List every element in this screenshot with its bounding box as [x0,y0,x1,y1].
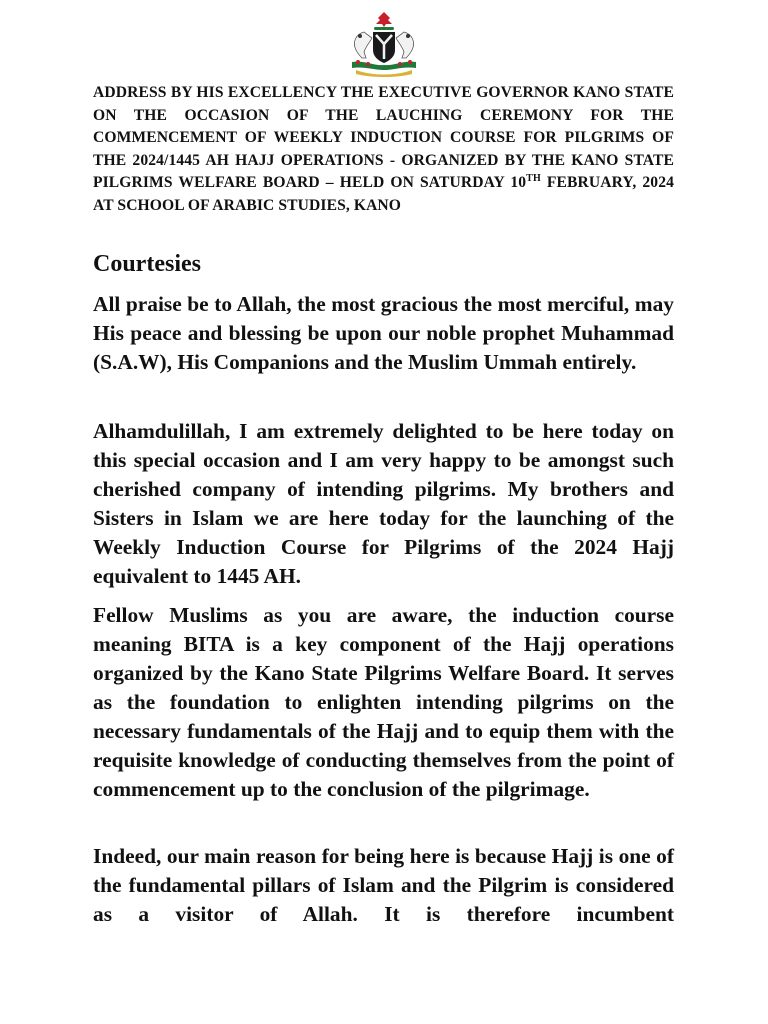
address-heading [93,82,674,218]
paragraph-3: Fellow Muslims as you are aware, the induction course meaning BITA is a key component of the Hajj operations organized by the Kano State Pilgrims Welfare Board. It serves as the foundation to enlighten intending pilgrims on the necessary fundamentals of the Hajj and to equip them with the requisite knowledge of conducting themselves from the point of commencement up to the conclusion of the pilgrimage. [93,603,674,801]
heading-text: ADDRESS BY HIS EXCELLENCY THE EXECUTIVE GOVERNOR KANO STATE ON THE OCCASION OF THE LAUCHING CEREMONY FOR THE COMMENCEMENT OF WEEKLY INDUCTION COURSE FOR PILGRIMS OF THE 2024/1445 AH HAJJ OPERATIONS - ORGANIZED BY THE KANO STATE PILGRIMS WELFARE BOARD – HELD ON SATURDAY 10 [93,84,674,192]
paragraph-4: Indeed, our main reason for being here is because Hajj is one of the fundamental pillars of Islam and the Pilgrim is considered as a visitor of Allah. It is therefore incumbent [93,844,674,926]
heading-superscript: TH [526,173,541,185]
paragraph-1: All praise be to Allah, the most gracious the most merciful, may His peace and blessing be upon our noble prophet Muhammad (S.A.W), His Companions and the Muslim Ummah entirely. [93,292,674,374]
paragraph-2: Alhamdulillah, I am extremely delighted to be here today on this special occasion and I am very happy to be amongst such cherished company of intending pilgrims. My brothers and Sisters in Islam we are here today for the launching of the Weekly Induction Course for Pilgrims of the 2024 Hajj equivalent to 1445 AH. [93,419,674,588]
coat-of-arms-icon [344,10,424,78]
heading-text-continued: FEBRUARY, 2024 AT SCHOOL OF ARABIC STUDIES, KANO [93,174,674,214]
section-title: Courtesies [93,251,201,277]
